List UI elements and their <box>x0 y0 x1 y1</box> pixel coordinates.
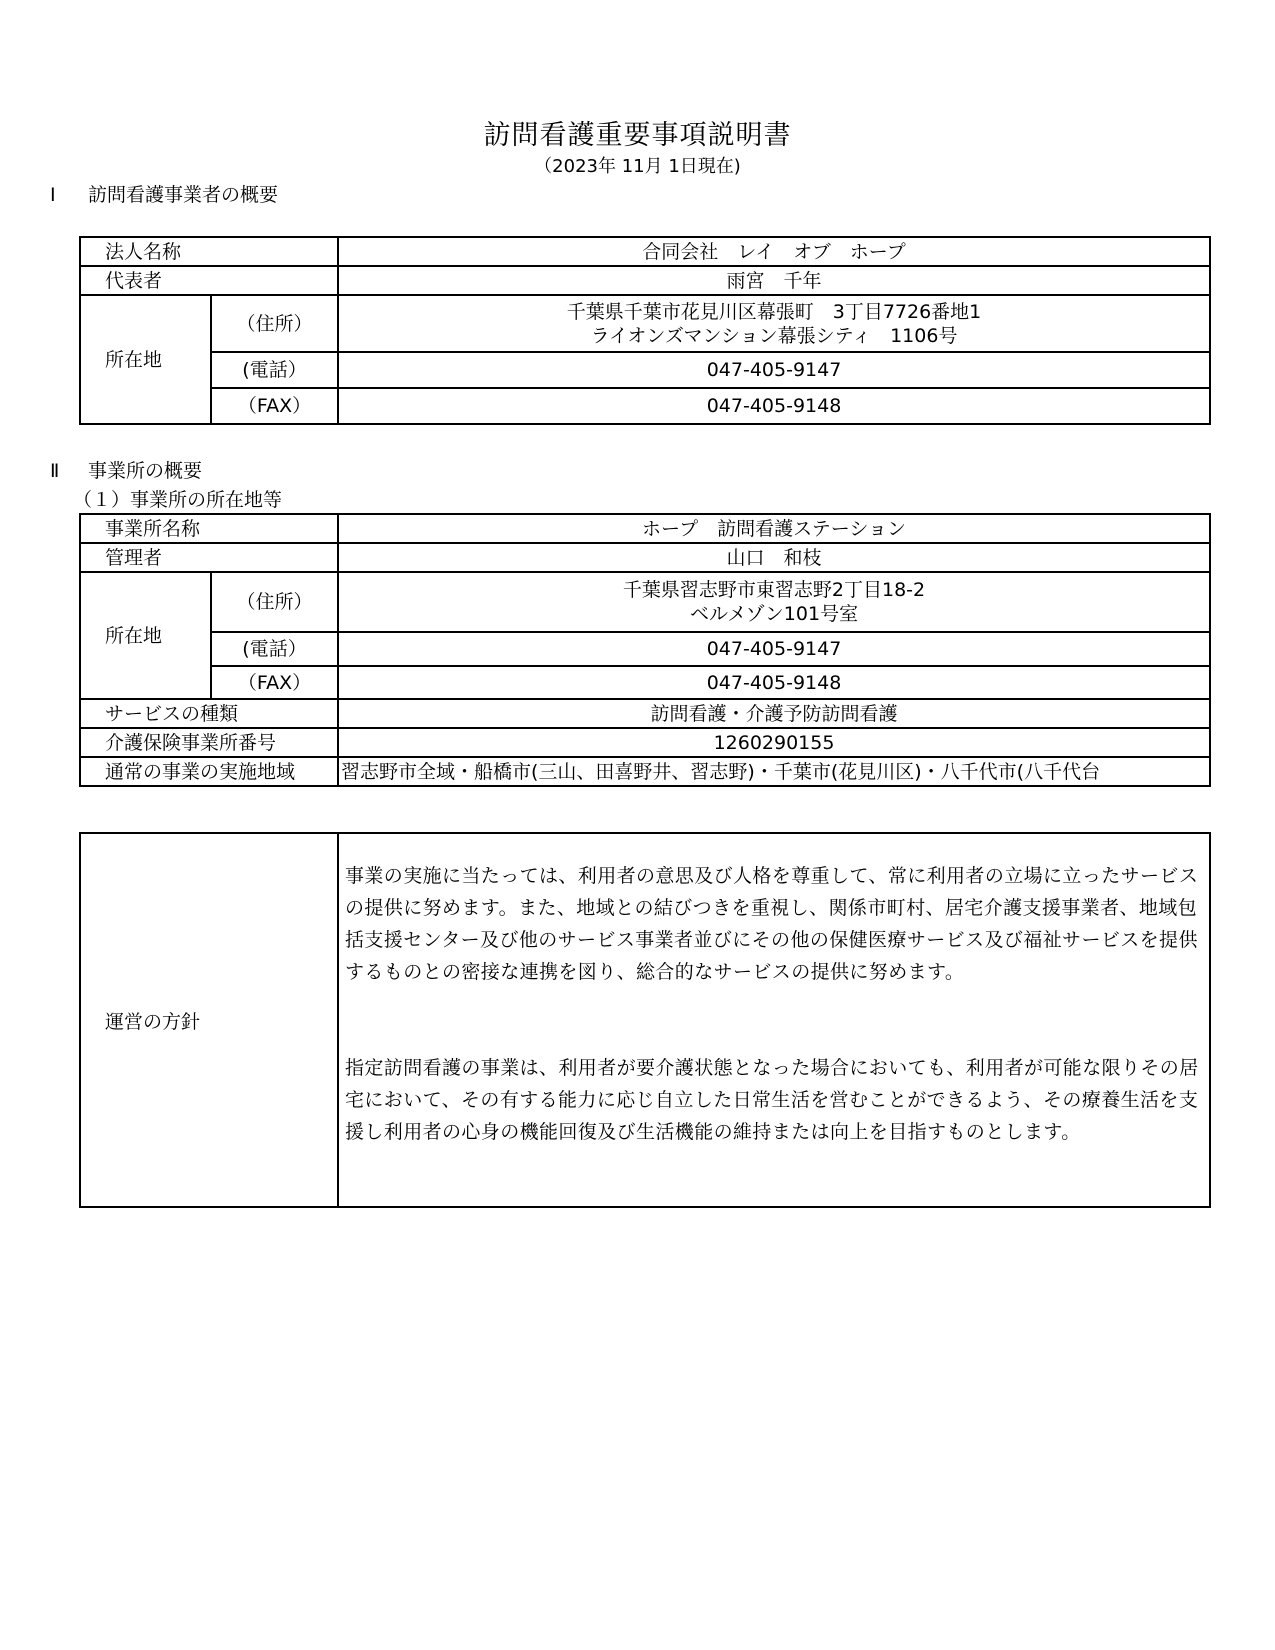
office-location-label: 所在地 <box>80 572 211 699</box>
operator-address-line2: ライオンズマンション幕張シティ 1106号 <box>590 324 958 347</box>
section2-title: 事業所の概要 <box>88 460 203 482</box>
office-row-service-type <box>80 699 1210 728</box>
office-row-service-area <box>80 757 1210 786</box>
office-address-label: （住所） <box>211 572 338 632</box>
office-row-address <box>80 572 1210 632</box>
policy-label: 運営の方針 <box>80 833 338 1207</box>
office-table <box>79 513 1211 787</box>
operator-row-fax <box>80 388 1210 424</box>
document-title: 訪問看護重要事項説明書 <box>483 120 792 151</box>
office-row-fax <box>80 666 1210 699</box>
policy-table <box>79 832 1211 1208</box>
operator-phone-label: (電話） <box>211 352 338 388</box>
section2-heading <box>50 456 202 483</box>
office-phone-label: (電話） <box>211 632 338 666</box>
operator-row-representative <box>80 266 1210 295</box>
office-row-phone <box>80 632 1210 666</box>
office-row-insurance-number <box>80 728 1210 757</box>
operator-phone-value: 047-405-9147 <box>338 352 1210 388</box>
manager-value: 山口 和枝 <box>338 543 1210 572</box>
operator-location-label: 所在地 <box>80 295 211 424</box>
operator-address-label: （住所） <box>211 295 338 352</box>
operator-row-address <box>80 295 1210 352</box>
service-type-value: 訪問看護・介護予防訪問看護 <box>338 699 1210 728</box>
representative-label: 代表者 <box>80 266 338 295</box>
policy-text <box>338 833 1210 1207</box>
service-area-label: 通常の事業の実施地域 <box>80 757 338 786</box>
service-area-value: 習志野市全域・船橋市(三山、田喜野井、習志野)・千葉市(花見川区)・八千代市(八千代台 <box>338 757 1210 786</box>
office-fax-label: （FAX） <box>211 666 338 699</box>
insurance-number-value: 1260290155 <box>338 728 1210 757</box>
section1-number: Ⅰ <box>50 184 56 206</box>
office-phone-value: 047-405-9147 <box>338 632 1210 666</box>
office-name-label: 事業所名称 <box>80 514 338 543</box>
policy-row <box>80 833 1210 1207</box>
operator-fax-value: 047-405-9148 <box>338 388 1210 424</box>
office-row-name <box>80 514 1210 543</box>
section2-number: Ⅱ <box>50 460 60 482</box>
operator-table <box>79 236 1211 425</box>
operator-row-name <box>80 237 1210 266</box>
policy-paragraph-2: 指定訪問看護の事業は、利用者が要介護状態となった場合においても、利用者が可能な限りその居宅において、その有する能力に応じ自立した日常生活を営むことができるよう、その療養生活を支援し利用者の心身の機能回復及び生活機能の維持または向上を目指すものとします。 <box>345 1057 1199 1143</box>
office-address-line2: ベルメゾン101号室 <box>689 603 859 625</box>
office-row-manager <box>80 543 1210 572</box>
section1-title: 訪問看護事業者の概要 <box>88 184 279 206</box>
office-address-value <box>338 572 1210 632</box>
section2-subheading: （１）事業所の所在地等 <box>73 489 283 511</box>
operator-fax-label: （FAX） <box>211 388 338 424</box>
manager-label: 管理者 <box>80 543 338 572</box>
operator-address-value <box>338 295 1210 352</box>
representative-value: 雨宮 千年 <box>338 266 1210 295</box>
operator-row-phone <box>80 352 1210 388</box>
insurance-number-label: 介護保険事業所番号 <box>80 728 338 757</box>
operator-address-line1: 千葉県千葉市花見川区幕張町 3丁目7726番地1 <box>566 300 982 323</box>
corp-name-label: 法人名称 <box>80 237 338 266</box>
policy-paragraph-1: 事業の実施に当たっては、利用者の意思及び人格を尊重して、常に利用者の立場に立ったサービスの提供に努めます。また、地域との結びつきを重視し、関係市町村、居宅介護支援事業者、地域包括支援センター及び他のサービス事業者並びにその他の保健医療サービス及び福祉サービスを提供するものとの密接な連携を図り、総合的なサービスの提供に努めます。 <box>345 865 1199 983</box>
corp-name-value: 合同会社 レイ オブ ホープ <box>338 237 1210 266</box>
section1-heading <box>50 180 278 207</box>
document-date: （2023年 11月 1日現在) <box>534 156 741 177</box>
office-fax-value: 047-405-9148 <box>338 666 1210 699</box>
office-name-value: ホープ 訪問看護ステーション <box>338 514 1210 543</box>
office-address-line1: 千葉県習志野市東習志野2丁目18-2 <box>622 579 926 601</box>
service-type-label: サービスの種類 <box>80 699 338 728</box>
